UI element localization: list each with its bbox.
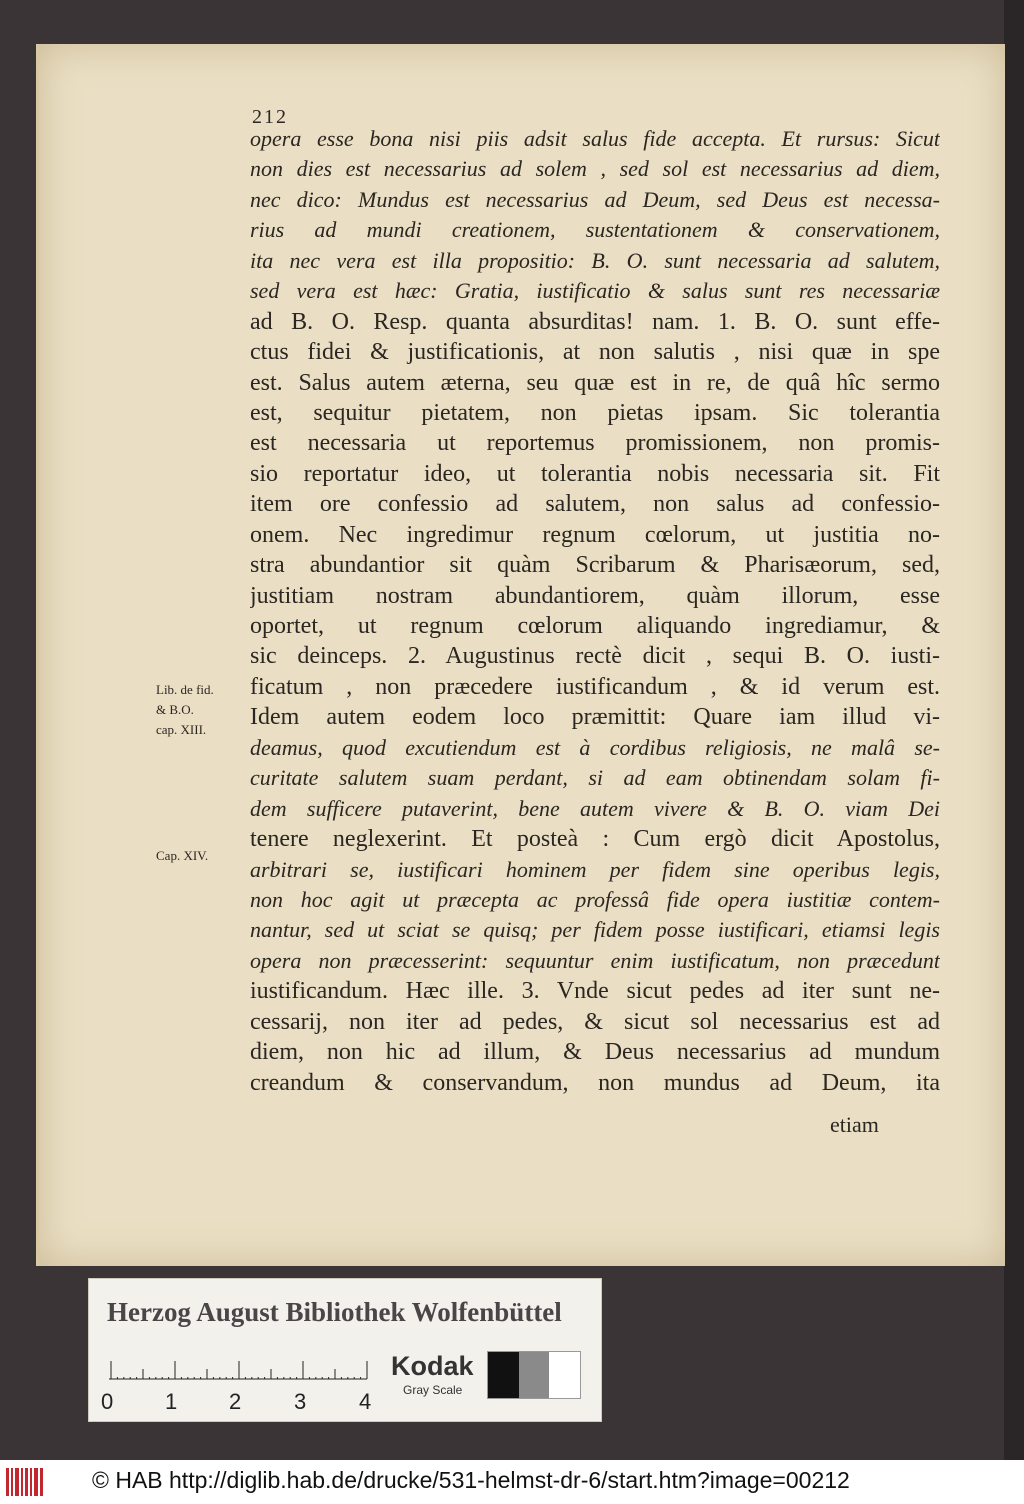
text-line: opera esse bona nisi piis adsit salus fide accepta. Et rursus: Sicut — [250, 126, 940, 151]
text-line: deamus, quod excutiendum est à cordibus religiosis, ne malâ se- — [250, 734, 940, 760]
text-line: est necessaria ut reportemus promissionem, non promis- — [250, 430, 940, 457]
text-line: nec dico: Mundus est necessarius ad Deum, sed Deus est necessa- — [250, 186, 940, 212]
text-line: ctus fidei & justificationis, at non salutis , nisi quæ in spe — [250, 339, 940, 366]
text-line: diem, non hic ad illum, & Deus necessarius ad mundum — [250, 1039, 940, 1066]
text-line: arbitrari se, iustificari hominem per fidem sine operibus legis, — [250, 856, 940, 882]
text-line: opera non præcesserint: sequuntur enim iustificatum, non præcedunt — [250, 947, 940, 973]
gray-swatch — [519, 1352, 550, 1398]
text-line: ita nec vera est illa propositio: B. O. sunt necessaria ad salutem, — [250, 247, 940, 273]
text-line: justitiam nostram abundantiorem, quàm illorum, esse — [250, 582, 940, 609]
footer-bar — [0, 1460, 1024, 1504]
text-line: creandum & conservandum, non mundus ad Deum, ita — [250, 1069, 940, 1096]
text-line: Idem autem eodem loco præmittit: Quare iam illud vi- — [250, 704, 940, 731]
library-name: Herzog August Bibliothek Wolfenbüttel — [107, 1297, 562, 1327]
gray-swatch — [549, 1352, 580, 1398]
gray-swatch — [488, 1352, 519, 1398]
ruler-digit: 1 — [165, 1389, 178, 1414]
scan-color-target — [88, 1278, 602, 1422]
text-line: est, sequitur pietatem, non pietas ipsam. Sic tolerantia — [250, 399, 940, 426]
text-line: non dies est necessarius ad solem , sed sol est necessarius ad diem, — [250, 156, 940, 182]
margin-note-line: Cap. XIV. — [156, 848, 209, 863]
ruler-digit: 4 — [359, 1389, 372, 1414]
text-line: dem sufficere putaverint, bene autem vivere & B. O. viam Dei — [250, 795, 940, 821]
text-line: sic deinceps. 2. Augustinus rectè dicit , sequi B. O. iusti- — [250, 643, 940, 670]
text-line: cessarij, non iter ad pedes, & sicut sol necessarius est ad — [250, 1008, 940, 1035]
ruler-scale — [105, 1349, 375, 1393]
copyright-url: © HAB http://diglib.hab.de/drucke/531-helmst-dr-6/start.htm?image=00212 — [92, 1467, 850, 1493]
margin-note-line: cap. XIII. — [156, 722, 207, 737]
page-text-block — [250, 124, 940, 1098]
margin-note-lib-de-fid — [156, 680, 214, 740]
text-line: est. Salus autem æterna, seu quæ est in re, de quâ hîc sermo — [250, 369, 940, 396]
text-line: tenere neglexerint. Et posteà : Cum ergò dicit Apostolus, — [250, 826, 940, 853]
text-line: ficatum , non præcedere iustificandum , & id verum est. — [250, 673, 940, 700]
kodak-logo: Kodak — [391, 1351, 474, 1381]
margin-note-line: Lib. de fid. — [156, 682, 214, 697]
gray-scale-swatches — [487, 1351, 581, 1399]
text-line: rius ad mundi creationem, sustentationem & conservationem, — [250, 217, 940, 243]
text-line: sed vera est hæc: Gratia, iustificatio & salus sunt res necessariæ — [250, 278, 940, 304]
text-line: sio reportatur ideo, ut tolerantia nobis necessaria sit. Fit — [250, 460, 940, 487]
gray-scale-label: Gray Scale — [403, 1383, 463, 1397]
barcode-icon — [6, 1468, 44, 1496]
text-line: item ore confessio ad salutem, non salus ad confessio- — [250, 491, 940, 518]
margin-note-cap-xiv — [156, 846, 208, 866]
ruler-digit: 3 — [294, 1389, 307, 1414]
text-line: curitate salutem suam perdant, si ad eam obtinendam solam fi- — [250, 765, 940, 791]
text-line: iustificandum. Hæc ille. 3. Vnde sicut pedes ad iter sunt ne- — [250, 978, 940, 1005]
text-line: stra abundantior sit quàm Scribarum & Pharisæorum, sed, — [250, 552, 940, 579]
ruler-digit: 0 — [101, 1389, 114, 1414]
margin-note-line: & B.O. — [156, 702, 194, 717]
ruler-digit: 2 — [229, 1389, 242, 1414]
text-line: nantur, sed ut sciat se quisq; per fidem posse iustificari, etiamsi legis — [250, 917, 940, 943]
catchword: etiam — [830, 1112, 879, 1137]
ruler-digits — [101, 1389, 401, 1417]
page-number: 212 — [252, 106, 288, 128]
text-line: ad B. O. Resp. quanta absurditas! nam. 1. B. O. sunt effe- — [250, 308, 940, 335]
text-line: onem. Nec ingredimur regnum cœlorum, ut justitia no- — [250, 521, 940, 548]
book-edge — [1004, 0, 1024, 1460]
text-line: non hoc agit ut præcepta ac professâ fide opera iustitiæ contem- — [250, 886, 940, 912]
text-line: oportet, ut regnum cœlorum aliquando ingrediamur, & — [250, 613, 940, 639]
